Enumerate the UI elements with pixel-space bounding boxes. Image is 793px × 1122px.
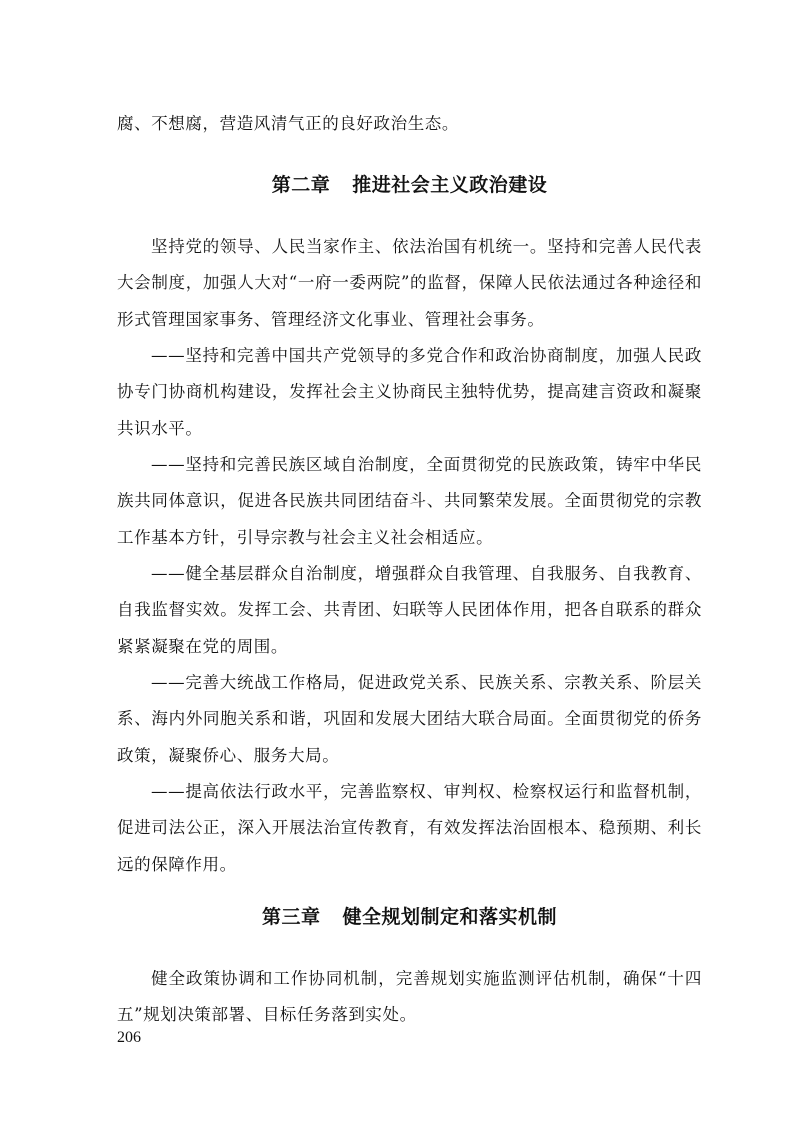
chapter-2-heading — [117, 172, 702, 198]
chapter-2-paragraph-3: ——坚持和完善民族区域自治制度，全面贯彻党的民族政策，铸牢中华民族共同体意识，促进各民族共同团结奋斗、共同繁荣发展。全面贯彻党的宗教工作基本方针，引导宗教与社会主义社会相适应。 — [117, 455, 702, 547]
chapter-3-title: 健全规划制定和落实机制 — [342, 906, 558, 928]
chapter-2-paragraph-2: ——坚持和完善中国共产党领导的多党合作和政治协商制度，加强人民政协专门协商机构建设，发挥社会主义协商民主独特优势，提高建言资政和凝聚共识水平。 — [117, 346, 702, 438]
chapter-2-number: 第二章 — [271, 174, 331, 196]
chapter-2-title: 推进社会主义政治建设 — [352, 174, 548, 196]
chapter-2-paragraph-1: 坚持党的领导、人民当家作主、依法治国有机统一。坚持和完善人民代表大会制度，加强人大对“一府一委两院”的监督，保障人民依法通过各种途径和形式管理国家事务、管理经济文化事业、管理社会事务。 — [117, 237, 702, 329]
chapter-2-paragraph-5: ——完善大统战工作格局，促进政党关系、民族关系、宗教关系、阶层关系、海内外同胞关系和谐，巩固和发展大团结大联合局面。全面贯彻党的侨务政策，凝聚侨心、服务大局。 — [117, 673, 702, 765]
chapter-3-paragraph-1: 健全政策协调和工作协同机制，完善规划实施监测评估机制，确保“十四五”规划决策部署、目标任务落到实处。 — [117, 969, 702, 1025]
continued-paragraph: 腐、不想腐，营造风清气正的良好政治生态。 — [117, 114, 459, 133]
chapter-3-heading — [117, 904, 702, 930]
chapter-2-paragraph-6: ——提高依法行政水平，完善监察权、审判权、检察权运行和监督机制，促进司法公正，深入开展法治宣传教育，有效发挥法治固根本、稳预期、利长远的保障作用。 — [117, 782, 702, 874]
page-number: 206 — [117, 1029, 141, 1046]
chapter-3-number: 第三章 — [261, 906, 321, 928]
chapter-2-paragraph-4: ——健全基层群众自治制度，增强群众自我管理、自我服务、自我教育、自我监督实效。发挥工会、共青团、妇联等人民团体作用，把各自联系的群众紧紧凝聚在党的周围。 — [117, 564, 702, 656]
